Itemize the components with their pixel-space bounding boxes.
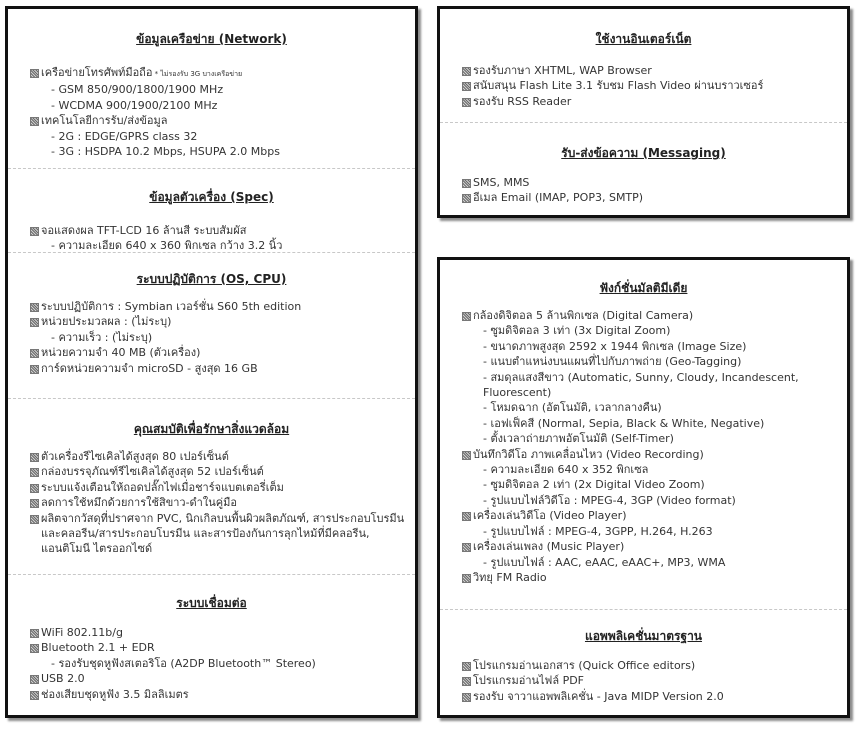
item-list [8,65,415,159]
item-text: การ์ดหน่วยความจำ microSD - สูงสุด 16 GB [41,361,258,375]
item-list [440,308,847,585]
list-subitem [462,462,839,477]
item-text: หน่วยความจำ 40 MB (ตัวเครื่อง) [41,346,201,360]
list-item [30,449,407,464]
section-title: ฟังก์ชั่นมัลติมีเดีย [599,281,688,295]
item-note: * ไม่รองรับ 3G บางเครือข่าย [152,70,243,78]
right-bottom-spec-panel [437,257,850,718]
square-bullet-icon [462,82,471,91]
section-internet [440,9,847,123]
item-text: - 3G : HSDPA 10.2 Mbps, HSUPA 2.0 Mbps [51,145,280,159]
item-text: ลดการใช้หมึกด้วยการใช้สิขาว-ดำในคู่มือ [41,496,237,510]
square-bullet-icon [30,303,39,312]
list-item [30,495,407,510]
list-subitem [462,524,839,539]
item-text: เทคโนโลยีการรับ/ส่งข้อมูล [41,114,168,128]
square-bullet-icon [462,98,471,107]
list-item [30,314,407,329]
list-item [30,480,407,495]
item-text: - ซูมดิจิตอล 2 เท่า (2x Digital Video Zoom) [483,478,705,492]
item-text: กล่องบรรจุภัณฑ์รีไซเคิลได้สูงสุด 52 เปอร์เซ็นต์ [41,465,264,479]
item-text: ระบบปฏิบัติการ : Symbian เวอร์ชั่น S60 5th edition [41,300,302,313]
section-title: รับ-ส่งข้อความ (Messaging) [561,146,726,160]
list-item [30,511,407,557]
item-list [8,223,415,254]
list-item [30,687,407,702]
item-text: - โหมดฉาก (อัตโนมัติ, เวลากลางคืน) [483,401,662,415]
item-text: รองรับ จาวาแอพพลิเคชั่น - Java MIDP Version 2.0 [473,689,724,703]
item-text: - WCDMA 900/1900/2100 MHz [51,98,218,112]
item-text: - ตั้งเวลาถ่ายภาพอัตโนมัติ (Self-Timer) [483,432,674,446]
section-title: ข้อมูลเครือข่าย (Network) [136,32,287,46]
item-list [440,175,847,206]
list-item [462,308,839,323]
item-text: สนับสนุน Flash Lite 3.1 รับชม Flash Video ผ่านบราวเซอร์ [473,79,764,93]
square-bullet-icon [30,644,39,653]
square-bullet-icon [30,365,39,374]
square-bullet-icon [30,117,39,126]
left-spec-panel [5,6,418,718]
item-text: รองรับ RSS Reader [473,94,572,108]
list-subitem [462,493,839,508]
section-connectivity [8,575,415,715]
item-text: - รูปแบบไฟล์วิดีโอ : MPEG-4, 3GP (Video format) [483,493,736,507]
right-top-spec-panel [437,6,850,218]
list-item [30,640,407,655]
list-subitem [462,477,839,492]
list-subitem [462,354,839,369]
item-text: เครื่องเล่นเพลง (Music Player) [473,540,625,554]
section-title: ระบบเชื่อมต่อ [176,596,247,610]
square-bullet-icon [462,512,471,521]
list-item [462,689,839,704]
list-item [30,65,407,82]
section-network [8,9,415,169]
item-text: SMS, MMS [473,176,530,189]
square-bullet-icon [30,318,39,327]
square-bullet-icon [462,693,471,702]
list-subitem [30,144,407,159]
item-text: วิทยุ FM Radio [473,570,547,584]
section-title: ข้อมูลตัวเครื่อง (Spec) [149,190,274,204]
list-item [462,508,839,523]
square-bullet-icon [30,629,39,638]
item-text: - ความละเอียด 640 x 352 พิกเซล [483,463,649,477]
item-text: Bluetooth 2.1 + EDR [41,641,155,655]
list-item [30,671,407,686]
list-item [462,175,839,190]
item-text: - รูปแบบไฟล์ : MPEG-4, 3GPP, H.264, H.263 [483,524,713,538]
square-bullet-icon [462,312,471,321]
item-text: โปรแกรมอ่านไฟล์ PDF [473,674,584,688]
item-list [440,63,847,109]
list-item [30,625,407,640]
list-subitem [30,656,407,671]
item-text: - ความละเอียด 640 x 360 พิกเซล กว้าง 3.2 นิ้ว [51,239,283,253]
list-item [30,361,407,376]
section-standard-apps [440,610,847,714]
square-bullet-icon [30,691,39,700]
list-item [462,673,839,688]
item-text: - GSM 850/900/1800/1900 MHz [51,83,224,97]
section-messaging [440,123,847,213]
list-item [30,113,407,128]
list-subitem [30,98,407,113]
square-bullet-icon [462,574,471,583]
list-subitem [30,129,407,144]
square-bullet-icon [462,67,471,76]
list-subitem [462,323,839,338]
list-subitem [30,238,407,253]
item-text: - ความเร็ว : (ไม่ระบุ) [51,330,153,344]
square-bullet-icon [30,499,39,508]
square-bullet-icon [30,675,39,684]
list-item [30,464,407,479]
section-eco [8,399,415,575]
item-list [440,658,847,704]
list-item [462,78,839,93]
item-text: โปรแกรมอ่านเอกสาร (Quick Office editors) [473,659,696,672]
item-list [8,449,415,557]
list-subitem [462,370,839,401]
list-subitem [462,400,839,415]
item-text: WiFi 802.11b/g [41,626,123,639]
section-multimedia [440,260,847,610]
item-text: ผลิตจากวัสดุที่ปราศจาก PVC, นิกเกิลบนพื้นผิวผลิตภัณฑ์, สารประกอบโบรมีนและคลอรีน/สารประกอบโบรมีน และสารป้องกันการลุกไหม้ที่มีคลอรีน, แอนติโมนี ไตรออกไซด์ [41,511,405,556]
list-item [30,299,407,314]
item-text: บันทึกวิดีโอ ภาพเคลื่อนไหว (Video Recording) [473,447,704,461]
item-text: - รูปแบบไฟล์ : AAC, eAAC, eAAC+, MP3, WMA [483,555,726,569]
item-text: กล้องดิจิตอล 5 ล้านพิกเซล (Digital Camera) [473,309,694,322]
section-title: แอพพลิเคชั่นมาตรฐาน [584,629,703,643]
item-text: - แนบตำแหน่งบนแผนที่ไปกับภาพถ่าย (Geo-Tagging) [483,355,742,369]
list-item [462,539,839,554]
square-bullet-icon [462,451,471,460]
item-text: ตัวเครื่องรีไซเคิลได้สูงสุด 80 เปอร์เซ็นต์ [41,450,229,463]
item-text: - ซูมดิจิตอล 3 เท่า (3x Digital Zoom) [483,324,671,338]
square-bullet-icon [30,69,39,78]
list-subitem [462,555,839,570]
list-item [462,447,839,462]
list-item [30,345,407,360]
item-text: หน่วยประมวลผล : (ไม่ระบุ) [41,315,172,329]
item-text: - สมดุลแสงสีขาว (Automatic, Sunny, Cloudy, Incandescent, Fluorescent) [483,370,799,400]
item-text: จอแสดงผล TFT-LCD 16 ล้านสี ระบบสัมผัส [41,224,247,237]
square-bullet-icon [30,227,39,236]
square-bullet-icon [30,515,39,524]
square-bullet-icon [30,468,39,477]
item-text: เครื่องเล่นวิดีโอ (Video Player) [473,509,627,523]
item-text: - 2G : EDGE/GPRS class 32 [51,129,198,143]
item-list [8,625,415,702]
item-text: - เอฟเฟ็คสี (Normal, Sepia, Black & White, Negative) [483,416,765,430]
list-subitem [462,431,839,446]
item-text: - ขนาดภาพสูงสุด 2592 x 1944 พิกเซล (Image Size) [483,339,747,353]
item-text: เครือข่ายโทรศัพท์มือถือ [41,66,153,79]
section-title: ใช้งานอินเตอร์เน็ต [595,32,692,46]
list-item [462,63,839,78]
list-subitem [30,82,407,97]
list-item [462,190,839,205]
section-title: คุณสมบัติเพื่อรักษาสิ่งแวดล้อม [133,422,290,436]
section-os [8,253,415,399]
list-item [462,570,839,585]
list-item [462,94,839,109]
section-title: ระบบปฏิบัติการ (OS, CPU) [136,272,287,286]
section-spec [8,169,415,253]
list-subitem [462,416,839,431]
list-subitem [462,339,839,354]
square-bullet-icon [462,662,471,671]
square-bullet-icon [462,543,471,552]
item-text: USB 2.0 [41,672,85,686]
list-item [30,223,407,238]
list-subitem [30,330,407,345]
square-bullet-icon [462,677,471,686]
square-bullet-icon [30,484,39,493]
list-item [462,658,839,673]
square-bullet-icon [30,453,39,462]
square-bullet-icon [462,194,471,203]
item-text: รองรับภาษา XHTML, WAP Browser [473,64,652,77]
item-text: อีเมล Email (IMAP, POP3, SMTP) [473,191,644,205]
square-bullet-icon [30,349,39,358]
square-bullet-icon [462,179,471,188]
item-text: ช่องเสียบชุดหูฟัง 3.5 มิลลิเมตร [41,687,189,701]
item-text: ระบบแจ้งเตือนให้ถอดปลั๊กไฟเมื่อชาร์จแบตเตอรี่เต็ม [41,480,284,494]
item-text: - รองรับชุดหูฟังสเตอริโอ (A2DP Bluetooth™ Stereo) [51,656,316,670]
item-list [8,299,415,376]
